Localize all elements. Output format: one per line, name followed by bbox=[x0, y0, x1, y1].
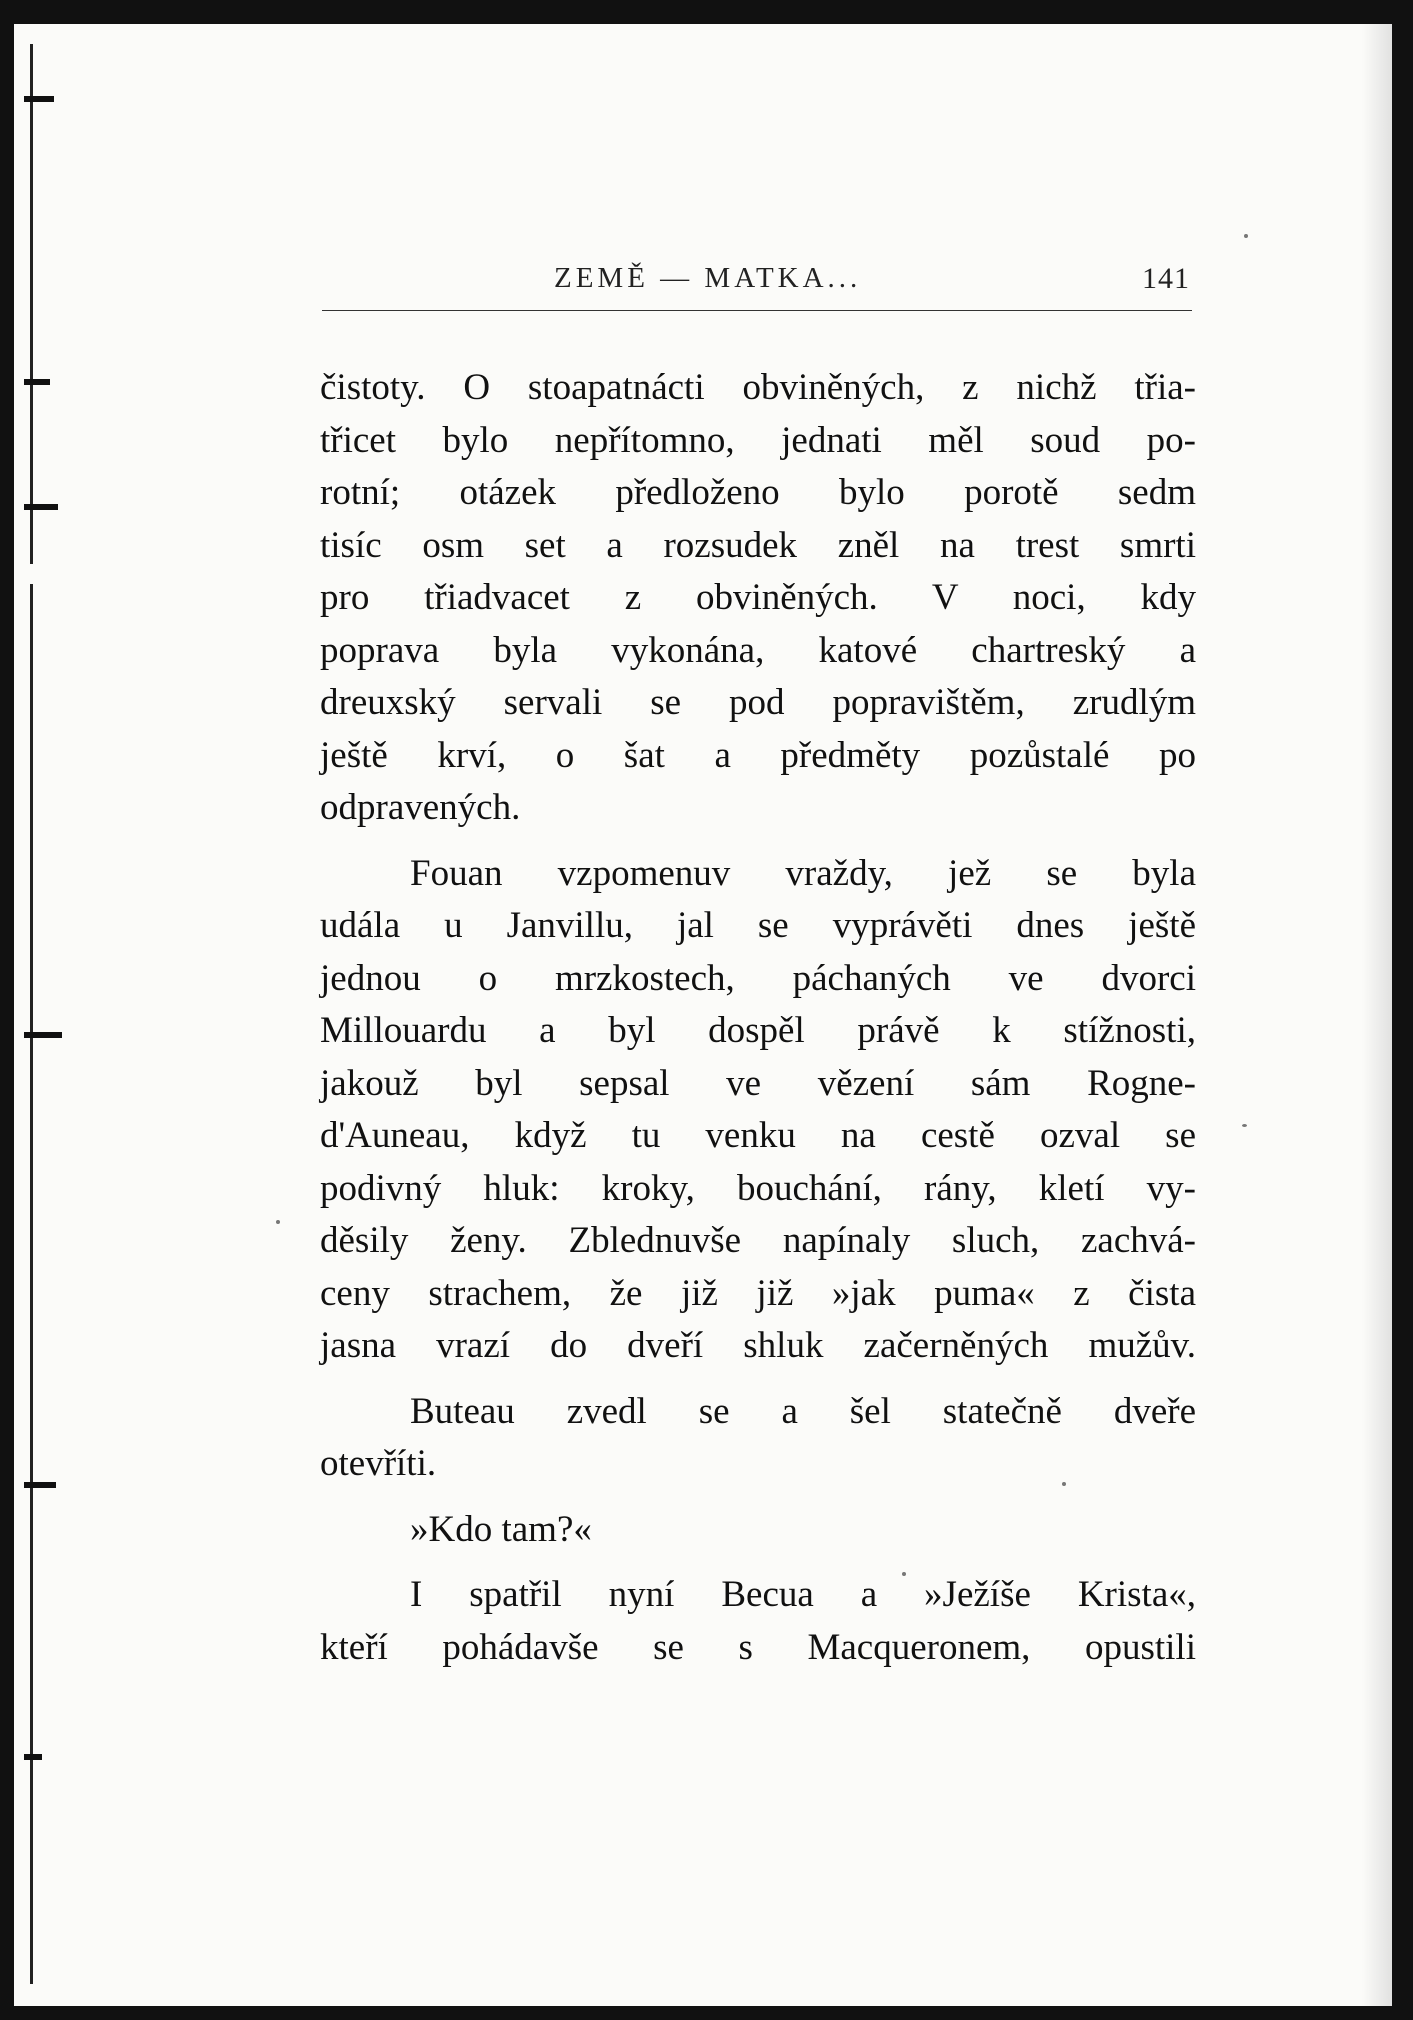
paragraph bbox=[320, 848, 1196, 1373]
text-line: »Kdo tam?« bbox=[410, 1508, 592, 1550]
body-text bbox=[320, 362, 1196, 1687]
paragraph bbox=[320, 1504, 1196, 1557]
text-line: Millouardu a byl dospěl právě k stížnosti, bbox=[320, 1010, 1196, 1051]
running-title: ZEMĚ — MATKA... bbox=[554, 262, 862, 294]
page-number: 141 bbox=[1142, 262, 1190, 295]
running-header bbox=[322, 262, 1192, 311]
text-line: podivný hluk: kroky, bouchání, rány, kletí vy- bbox=[320, 1167, 1196, 1209]
text-line: otevříti. bbox=[320, 1443, 437, 1484]
text-line: děsily ženy. Zblednuvše napínaly sluch, zachvá- bbox=[320, 1220, 1196, 1261]
text-line: d'Auneau, když tu venku na cestě ozval se bbox=[320, 1115, 1196, 1156]
text-line: ceny strachem, že již již »jak puma« z čista bbox=[320, 1272, 1196, 1314]
text-line: poprava byla vykonána, katové chartreský a bbox=[320, 629, 1196, 671]
text-line: kteří pohádavše se s Macqueronem, opustili bbox=[320, 1626, 1196, 1668]
page-edge-shadow bbox=[1362, 24, 1392, 2006]
text-line: dreuxský servali se pod popravištěm, zrudlým bbox=[320, 682, 1196, 723]
text-line: jednou o mrzkostech, páchaných ve dvorci bbox=[320, 957, 1196, 999]
text-line: pro třiadvacet z obviněných. V noci, kdy bbox=[320, 577, 1196, 618]
paragraph bbox=[320, 1569, 1196, 1674]
text-line: I spatřil nyní Becua a »Ježíše Krista«, bbox=[410, 1574, 1196, 1615]
text-line: jasna vrazí do dveří shluk začerněných mužův. bbox=[320, 1325, 1196, 1366]
text-line: rotní; otázek předloženo bylo porotě sedm bbox=[320, 472, 1196, 513]
text-line: tisíc osm set a rozsudek zněl na trest smrti bbox=[320, 524, 1196, 566]
text-line: čistoty. O stoapatnácti obviněných, z nichž třia- bbox=[320, 367, 1196, 408]
text-line: ještě krví, o šat a předměty pozůstalé po bbox=[320, 734, 1196, 776]
text-line: Fouan vzpomenuv vraždy, jež se byla bbox=[410, 852, 1196, 894]
text-line: Buteau zvedl se a šel statečně dveře bbox=[410, 1390, 1196, 1432]
paragraph bbox=[320, 362, 1196, 835]
binding-edge bbox=[24, 24, 42, 2006]
text-line: udála u Janvillu, jal se vyprávěti dnes ještě bbox=[320, 905, 1196, 946]
text-line: jakouž byl sepsal ve vězení sám Rogne- bbox=[320, 1062, 1196, 1104]
text-line: odpravených. bbox=[320, 787, 521, 828]
paragraph bbox=[320, 1386, 1196, 1491]
text-line: třicet bylo nepřítomno, jednati měl soud po- bbox=[320, 419, 1196, 461]
